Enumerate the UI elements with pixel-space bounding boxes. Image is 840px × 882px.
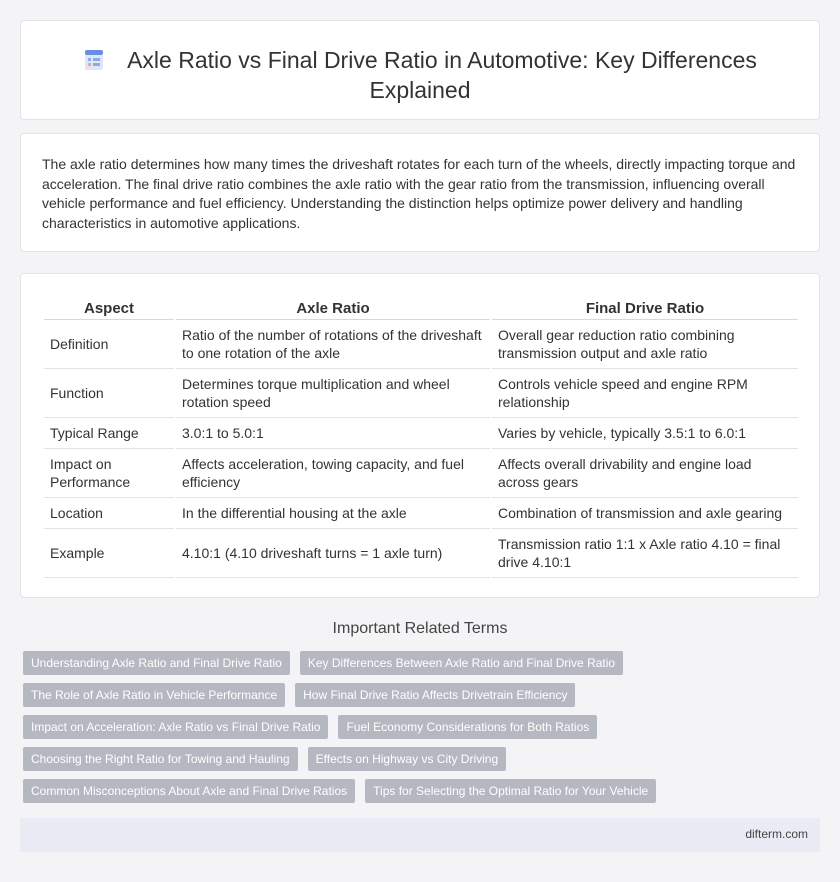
related-tag[interactable]: Tips for Selecting the Optimal Ratio for Your Vehicle [365, 779, 656, 803]
table-cell-final: Combination of transmission and axle gearing [492, 498, 798, 529]
table-cell-axle: Ratio of the number of rotations of the driveshaft to one rotation of the axle [176, 320, 490, 369]
related-tag[interactable]: The Role of Axle Ratio in Vehicle Performance [23, 683, 285, 707]
related-tag[interactable]: Choosing the Right Ratio for Towing and Hauling [23, 747, 298, 771]
table-cell-axle: In the differential housing at the axle [176, 498, 490, 529]
table-row [44, 320, 798, 369]
comparison-table-card [20, 273, 820, 598]
table-cell-final: Varies by vehicle, typically 3.5:1 to 6.0:1 [492, 418, 798, 449]
tag-row [23, 747, 823, 771]
related-tag[interactable]: Common Misconceptions About Axle and Final Drive Ratios [23, 779, 355, 803]
document-icon [83, 49, 105, 71]
related-tag[interactable]: How Final Drive Ratio Affects Drivetrain Efficiency [295, 683, 575, 707]
intro-paragraph: The axle ratio determines how many times the driveshaft rotates for each turn of the wheels, directly impacting torque and acceleration. The final drive ratio combines the axle ratio with the gear ratio from the transmission, influencing overall vehicle performance and fuel efficiency. Understanding the distinction helps optimize power delivery and handling characteristics in automotive applications. [42, 156, 796, 231]
table-cell-final: Overall gear reduction ratio combining transmission output and axle ratio [492, 320, 798, 369]
table-row [44, 529, 798, 578]
table-header-row [44, 295, 798, 320]
table-row [44, 498, 798, 529]
table-cell-aspect: Example [44, 529, 174, 578]
table-cell-axle: Determines torque multiplication and wheel rotation speed [176, 369, 490, 418]
intro-card [20, 133, 820, 252]
related-tag[interactable]: Fuel Economy Considerations for Both Ratios [338, 715, 597, 739]
table-cell-aspect: Impact on Performance [44, 449, 174, 498]
table-cell-aspect: Typical Range [44, 418, 174, 449]
header-axle-ratio: Axle Ratio [176, 295, 490, 320]
page-title: Axle Ratio vs Final Drive Ratio in Automotive: Key Differences Explained [127, 47, 757, 103]
comparison-table [42, 295, 800, 578]
table-row [44, 369, 798, 418]
related-tag[interactable]: Impact on Acceleration: Axle Ratio vs Final Drive Ratio [23, 715, 328, 739]
footer-site-name[interactable]: difterm.com [745, 827, 808, 841]
tag-row [23, 651, 823, 675]
tag-row [23, 715, 823, 739]
table-cell-final: Affects overall drivability and engine load across gears [492, 449, 798, 498]
table-cell-axle: 3.0:1 to 5.0:1 [176, 418, 490, 449]
header-card [20, 20, 820, 120]
related-terms-tags [23, 651, 823, 811]
related-tag[interactable]: Effects on Highway vs City Driving [308, 747, 507, 771]
related-tag[interactable]: Understanding Axle Ratio and Final Drive Ratio [23, 651, 290, 675]
table-cell-final: Transmission ratio 1:1 x Axle ratio 4.10 = final drive 4.10:1 [492, 529, 798, 578]
header-aspect: Aspect [44, 295, 174, 320]
tag-row [23, 683, 823, 707]
table-cell-axle: 4.10:1 (4.10 driveshaft turns = 1 axle turn) [176, 529, 490, 578]
table-row [44, 449, 798, 498]
tag-row [23, 779, 823, 803]
related-terms-heading: Important Related Terms [332, 620, 508, 637]
footer [20, 818, 820, 852]
header-final-drive-ratio: Final Drive Ratio [492, 295, 798, 320]
table-cell-aspect: Definition [44, 320, 174, 369]
table-cell-aspect: Function [44, 369, 174, 418]
table-cell-axle: Affects acceleration, towing capacity, and fuel efficiency [176, 449, 490, 498]
table-row [44, 418, 798, 449]
related-tag[interactable]: Key Differences Between Axle Ratio and Final Drive Ratio [300, 651, 623, 675]
table-cell-final: Controls vehicle speed and engine RPM relationship [492, 369, 798, 418]
page-title-row [21, 45, 819, 105]
table-cell-aspect: Location [44, 498, 174, 529]
